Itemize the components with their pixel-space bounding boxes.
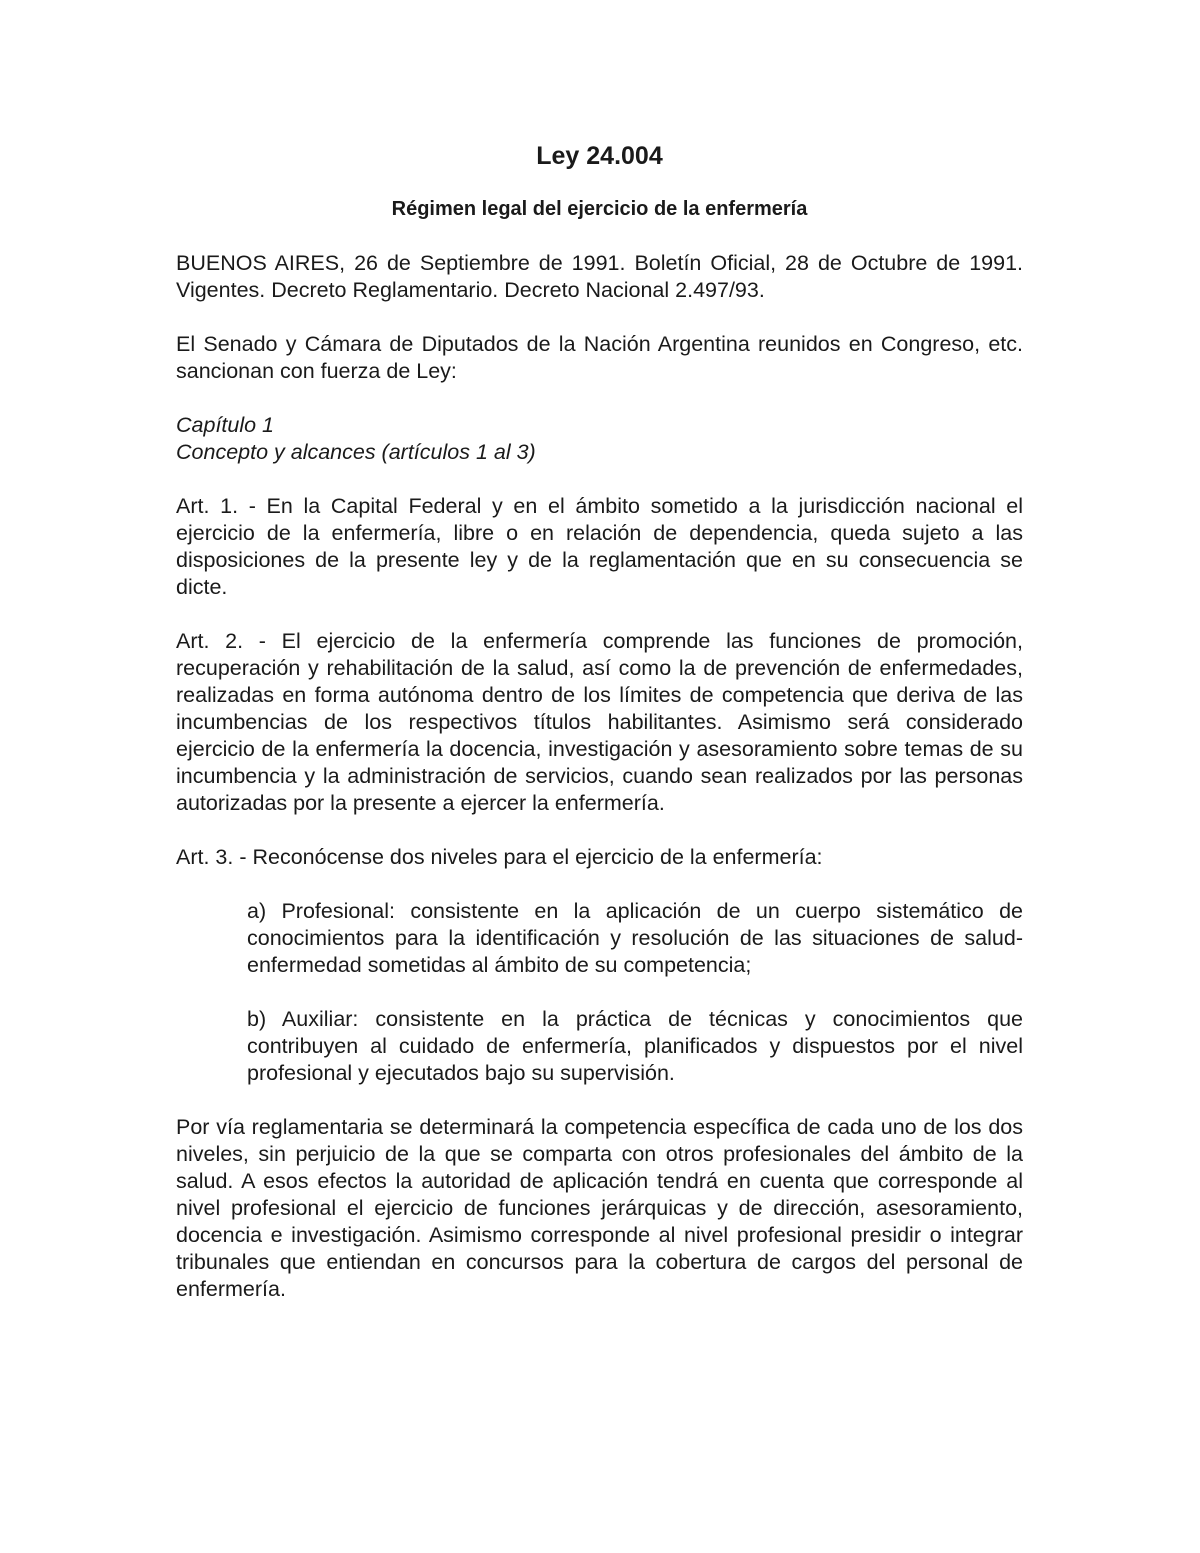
document-page [176,140,1023,1330]
article-1: Art. 1. - En la Capital Federal y en el ámbito sometido a la jurisdicción nacional el ejercicio de la enfermería, libre o en relación de dependencia, queda sujeto a las disposiciones de la presente ley y de la reglamentación que en su consecuencia se dicte. [176,494,1023,599]
article-3-item-b: b) Auxiliar: consistente en la práctica de técnicas y conocimientos que contribuyen al cuidado de enfermería, planificados y dispuestos por el nivel profesional y ejecutados bajo su supervisión. [247,1007,1023,1085]
chapter-number: Capítulo 1 [176,413,275,437]
law-title: Ley 24.004 [536,142,663,170]
chapter-name: Concepto y alcances (artículos 1 al 3) [176,440,536,464]
law-subtitle: Régimen legal del ejercicio de la enfermería [391,198,808,220]
article-2: Art. 2. - El ejercicio de la enfermería comprende las funciones de promoción, recuperación y rehabilitación de la salud, así como la de prevención de enfermedades, realizadas en forma autónoma dentro de los límites de competencia que deriva de las incumbencias de los respectivos títulos habilitantes. Asimismo será considerado ejercicio de la enfermería la docencia, investigación y asesoramiento sobre temas de su incumbencia y la administración de servicios, cuando sean realizados por las personas autorizadas por la presente a ejercer la enfermería. [176,629,1023,815]
enactment-paragraph: El Senado y Cámara de Diputados de la Nación Argentina reunidos en Congreso, etc. sancionan con fuerza de Ley: [176,332,1023,383]
article-3-closing: Por vía reglamentaria se determinará la competencia específica de cada uno de los dos niveles, sin perjuicio de la que se comparta con otros profesionales del ámbito de la salud. A esos efectos la autoridad de aplicación tendrá en cuenta que corresponde al nivel profesional el ejercicio de funciones jerárquicas y de dirección, asesoramiento, docencia e investigación. Asimismo corresponde al nivel profesional presidir o integrar tribunales que entiendan en concursos para la cobertura de cargos del personal de enfermería. [176,1115,1023,1301]
header-info-paragraph: BUENOS AIRES, 26 de Septiembre de 1991. Boletín Oficial, 28 de Octubre de 1991. Vigentes. Decreto Reglamentario. Decreto Nacional 2.497/93. [176,251,1023,302]
article-3: Art. 3. - Reconócense dos niveles para el ejercicio de la enfermería: [176,845,823,869]
chapter-heading [176,412,1023,466]
article-3-item-a: a) Profesional: consistente en la aplicación de un cuerpo sistemático de conocimientos para la identificación y resolución de las situaciones de salud-enfermedad sometidas al ámbito de su competencia; [247,899,1023,977]
